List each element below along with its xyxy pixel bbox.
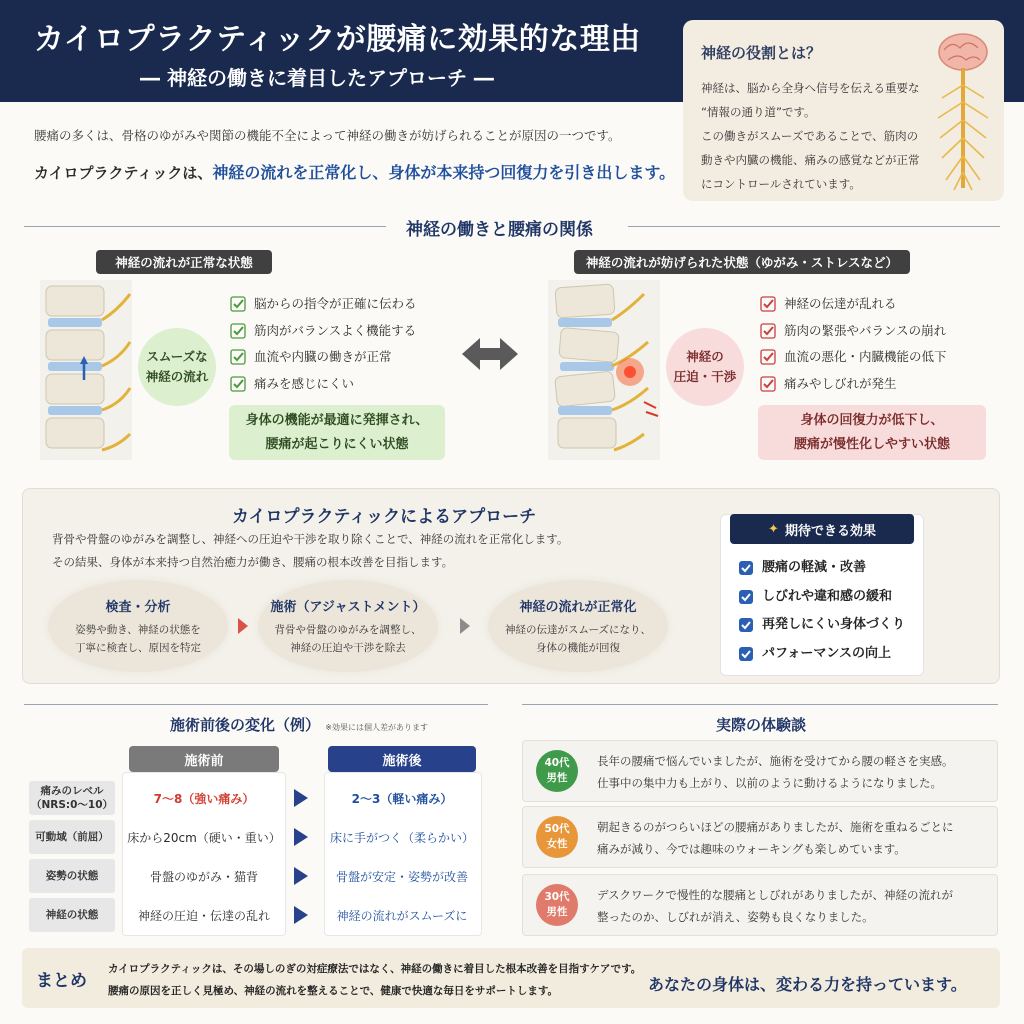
- section-divider: [24, 226, 386, 227]
- blue-check-icon: [738, 589, 754, 605]
- testimonial-line: 長年の腰痛で悩んでいましたが、施術を受けてから腰の軽さを実感。: [597, 754, 954, 768]
- before-value: 骨盤のゆがみ・猫背: [149, 870, 258, 884]
- approach-line: その結果、身体が本来持つ自然治癒力が働き、腰痛の根本改善を目指します。: [52, 555, 454, 569]
- after-value: 骨盤が安定・姿勢が改善: [335, 870, 468, 884]
- impaired-item: 血流の悪化・内臓機能の低下: [784, 349, 947, 364]
- red-check-icon: [760, 376, 776, 392]
- comparison-note: ※効果には個人差があります: [325, 723, 428, 732]
- testimonial-badge-1: [536, 750, 578, 792]
- blue-check-icon: [738, 560, 754, 576]
- step-desc: 姿勢や動き、神経の状態を: [75, 623, 201, 636]
- row-label-line: 神経の状態: [45, 909, 99, 921]
- green-check-icon: [230, 376, 246, 392]
- list-item: [760, 318, 947, 345]
- step-title: 検査・分析: [105, 599, 171, 615]
- step-adjustment: [258, 580, 438, 672]
- normal-result-box: [229, 405, 445, 460]
- badge-age: 40代: [544, 757, 570, 769]
- impaired-item: 痛みやしびれが発生: [784, 375, 897, 391]
- after-value: 2〜3（軽い痛み）: [351, 792, 453, 806]
- list-item: [230, 344, 417, 371]
- list-item: [738, 640, 905, 669]
- nerve-role-line: 動きや内臓の機能、痛みの感覚などが正常: [701, 153, 920, 167]
- list-item: [230, 371, 417, 398]
- note-line: 腰痛が起こりにくい状態: [265, 436, 409, 452]
- nerve-role-line: “情報の通り道”です。: [701, 105, 816, 119]
- testimonial-text: [597, 816, 954, 860]
- summary-line: 腰痛の原因を正しく見極め、神経の流れを整えることで、健康で快適な毎日をサポートします。: [108, 985, 559, 997]
- healthy-spine-illustration: [40, 280, 132, 460]
- normal-item: 脳からの指令が正確に伝わる: [254, 296, 417, 311]
- list-item: [230, 318, 417, 345]
- list-item: [738, 583, 905, 612]
- list-item: [760, 291, 947, 318]
- intro-lead: [34, 160, 675, 183]
- badge-age: 50代: [544, 823, 570, 835]
- change-arrow-icon: [294, 867, 308, 885]
- step-desc: 背骨や骨盤のゆがみを調整し、: [274, 623, 422, 636]
- approach-title: カイロプラクティックによるアプローチ: [232, 507, 537, 527]
- experiences-title: 実際の体験談: [716, 716, 807, 734]
- sparkle-icon: ✦: [768, 521, 779, 537]
- list-item: [760, 371, 947, 398]
- nerve-compression-bubble: [666, 328, 744, 406]
- row-label: [29, 898, 115, 932]
- approach-text: [52, 528, 568, 574]
- green-check-icon: [230, 323, 246, 339]
- nerve-role-title: 神経の役割とは？: [701, 44, 822, 62]
- badge-age: 30代: [544, 891, 570, 903]
- testimonial-badge-3: [536, 884, 578, 926]
- change-arrow-icon: [294, 789, 308, 807]
- before-header: 施術前: [129, 746, 279, 772]
- after-value: 神経の流れがスムーズに: [336, 909, 468, 923]
- before-value: 神経の圧迫・伝達の乱れ: [137, 909, 270, 923]
- effects-title-text: 期待できる効果: [784, 523, 876, 539]
- summary-text: [108, 958, 641, 1002]
- testimonial-text: [597, 750, 954, 794]
- nerve-role-line: この働きがスムーズであることで、筋肉の: [701, 129, 919, 143]
- nerve-role-line: にコントロールされています。: [701, 177, 861, 191]
- green-check-icon: [230, 296, 246, 312]
- row-label-line: 痛みのレベル: [40, 785, 104, 797]
- row-label: [29, 820, 115, 854]
- effect-item: パフォーマンスの向上: [762, 645, 891, 661]
- note-line: 身体の回復力が低下し、: [800, 412, 944, 428]
- before-value: 7〜8（強い痛み）: [153, 792, 255, 806]
- bubble-line: スムーズな: [146, 349, 208, 364]
- relation-title: 神経の働きと腰痛の関係: [406, 220, 593, 240]
- badge-gender: 男性: [546, 906, 568, 918]
- row-label: [29, 781, 115, 815]
- list-item: [230, 291, 417, 318]
- page-title: カイロプラクティックが腰痛に効果的な理由: [34, 22, 641, 57]
- normal-item: 痛みを感じにくい: [254, 375, 355, 391]
- testimonial-line: 仕事中の集中力も上がり、以前のように動けるようになりました。: [597, 776, 942, 790]
- bubble-line: 神経の流れ: [145, 369, 209, 384]
- change-arrow-icon: [294, 906, 308, 924]
- compare-double-arrow-icon: [462, 336, 518, 372]
- row-label-line: 姿勢の状態: [45, 870, 99, 882]
- brain-spine-nerve-illustration: [930, 30, 996, 192]
- bubble-line: 圧迫・干渉: [673, 369, 737, 384]
- impaired-result-box: [758, 405, 986, 460]
- testimonial-text: [597, 884, 953, 928]
- before-value: 床から20cm（硬い・重い）: [127, 831, 281, 845]
- nerve-role-line: 神経は、脳から全身へ信号を伝える重要な: [701, 81, 920, 95]
- normal-checklist: [230, 291, 417, 397]
- effects-list: [738, 554, 905, 668]
- step-arrow-icon: [460, 618, 470, 634]
- step-title: 施術（アジャストメント）: [270, 599, 426, 615]
- impaired-checklist: [760, 291, 947, 397]
- impaired-state-label: 神経の流れが妨げられた状態（ゆがみ・ストレスなど）: [574, 250, 910, 274]
- testimonial-line: 朝起きるのがつらいほどの腰痛がありましたが、施術を重ねるごとに: [597, 820, 954, 834]
- step-normalized: [488, 580, 668, 672]
- section-divider: [628, 226, 1000, 227]
- step-desc: 丁寧に検査し、原因を特定: [75, 641, 201, 654]
- impaired-item: 筋肉の緊張やバランスの崩れ: [784, 322, 947, 338]
- comparison-title-text: 施術前後の変化（例）: [170, 716, 321, 734]
- section-divider: [24, 704, 488, 705]
- summary-line: カイロプラクティックは、その場しのぎの対症療法ではなく、神経の働きに着目した根本改善を目指すケアです。: [108, 963, 642, 975]
- step-desc: 身体の機能が回復: [536, 641, 620, 654]
- red-check-icon: [760, 323, 776, 339]
- effect-item: 腰痛の軽減・改善: [762, 560, 867, 575]
- intro-lead-prefix: カイロプラクティックは、: [34, 164, 213, 182]
- testimonial-badge-2: [536, 816, 578, 858]
- note-line: 身体の機能が最適に発揮され、: [245, 412, 429, 428]
- page-subtitle: ― 神経の働きに着目したアプローチ ―: [140, 66, 494, 90]
- intro-lead-highlight: 神経の流れを正常化し、身体が本来持つ回復力を引き出します。: [212, 163, 676, 182]
- row-label-line: （NRS:0〜10）: [30, 799, 114, 811]
- testimonial-line: デスクワークで慢性的な腰痛としびれがありましたが、神経の流れが: [597, 888, 954, 902]
- normal-state-label: 神経の流れが正常な状態: [96, 250, 272, 274]
- section-divider: [522, 704, 998, 705]
- impaired-item: 神経の伝達が乱れる: [784, 296, 897, 311]
- after-header: 施術後: [328, 746, 476, 772]
- step-title: 神経の流れが正常化: [519, 599, 637, 615]
- row-label: [29, 859, 115, 893]
- normal-item: 筋肉がバランスよく機能する: [254, 322, 417, 338]
- effect-item: 再発しにくい身体づくり: [762, 617, 906, 632]
- testimonial-line: 痛みが減り、今では趣味のウォーキングも楽しめています。: [597, 842, 906, 856]
- red-check-icon: [760, 296, 776, 312]
- comparison-title: [170, 714, 428, 735]
- smooth-flow-bubble: [138, 328, 216, 406]
- impaired-spine-illustration: [548, 280, 660, 460]
- list-item: [738, 611, 905, 640]
- summary-label: まとめ: [36, 971, 87, 991]
- approach-line: 背骨や骨盤のゆがみを調整し、神経への圧迫や干渉を取り除くことで、神経の流れを正常化します。: [52, 532, 569, 546]
- bubble-line: 神経の: [686, 349, 724, 364]
- after-value: 床に手がつく（柔らかい）: [329, 831, 474, 845]
- testimonial-line: 整ったのか、しびれが消え、姿勢も良くなりました。: [597, 910, 874, 924]
- summary-catchphrase: あなたの身体は、変わる力を持っています。: [648, 975, 967, 994]
- red-check-icon: [760, 349, 776, 365]
- change-arrow-icon: [294, 828, 308, 846]
- blue-check-icon: [738, 617, 754, 633]
- note-line: 腰痛が慢性化しやすい状態: [793, 436, 950, 452]
- list-item: [760, 344, 947, 371]
- step-arrow-icon: [238, 618, 248, 634]
- nerve-role-text: [701, 76, 931, 196]
- green-check-icon: [230, 349, 246, 365]
- blue-check-icon: [738, 646, 754, 662]
- step-desc: 神経の伝達がスムーズになり、: [505, 623, 651, 636]
- step-examination: [48, 580, 228, 672]
- badge-gender: 男性: [546, 772, 568, 784]
- effects-title: [730, 514, 914, 544]
- effect-item: しびれや違和感の緩和: [762, 588, 893, 604]
- intro-text: 腰痛の多くは、骨格のゆがみや関節の機能不全によって神経の働きが妨げられることが原因の一つです。: [34, 128, 621, 143]
- step-desc: 神経の圧迫や干渉を除去: [290, 641, 406, 654]
- badge-gender: 女性: [546, 838, 568, 850]
- list-item: [738, 554, 905, 583]
- normal-item: 血流や内臓の働きが正常: [254, 349, 392, 364]
- row-label-line: 可動域（前屈）: [35, 831, 109, 843]
